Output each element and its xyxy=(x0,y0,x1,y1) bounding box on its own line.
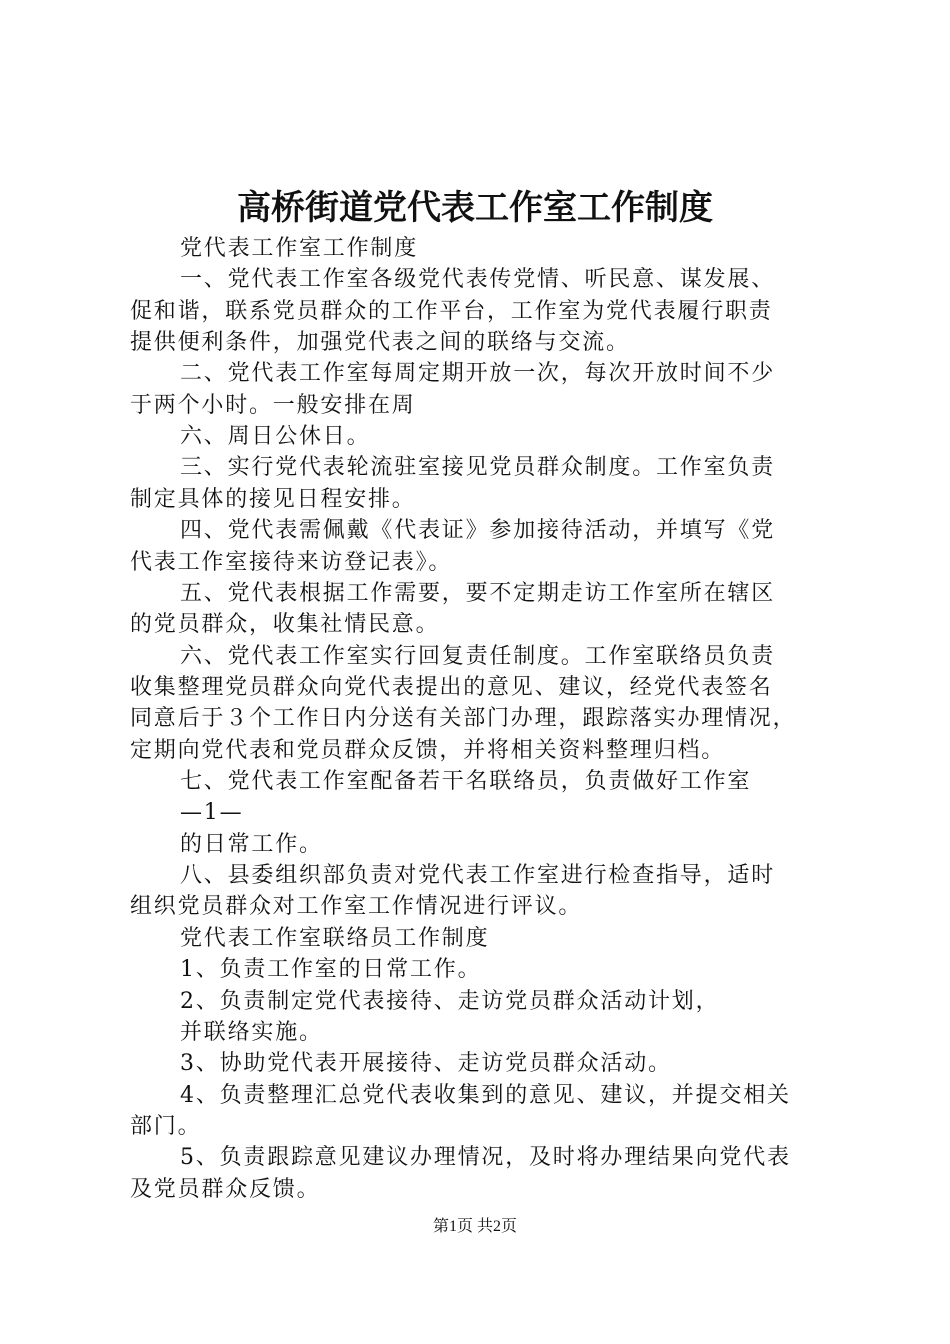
body-line: 提供便利条件，加强党代表之间的联络与交流。 xyxy=(130,330,630,356)
body-line: 1、负责工作室的日常工作。 xyxy=(180,957,482,983)
body-line: 制定具体的接见日程安排。 xyxy=(130,486,416,512)
body-line: 及党员群众反馈。 xyxy=(130,1176,321,1202)
body-line: 党代表工作室工作制度 xyxy=(180,236,419,261)
body-line: 七、党代表工作室配备若干名联络员，负责做好工作室 xyxy=(180,769,752,795)
body-line: 四、党代表需佩戴《代表证》参加接待活动，并填写《党 xyxy=(180,518,776,544)
body-line: 促和谐，联系党员群众的工作平台，工作室为党代表履行职责 xyxy=(130,298,773,324)
body-line: 5、负责跟踪意见建议办理情况，及时将办理结果向党代表 xyxy=(180,1145,791,1171)
body-line: 二、党代表工作室每周定期开放一次，每次开放时间不少 xyxy=(180,361,776,387)
body-line: 2、负责制定党代表接待、走访党员群众活动计划， xyxy=(180,988,720,1014)
body-line: 三、实行党代表轮流驻室接见党员群众制度。工作室负责 xyxy=(180,455,776,481)
body-line: 一、党代表工作室各级党代表传党情、听民意、谋发展、 xyxy=(180,267,776,293)
section-heading: 党代表工作室联络员工作制度 xyxy=(180,925,490,951)
inline-page-marker: —1— xyxy=(180,800,244,826)
body-line: 于两个小时。一般安排在周 xyxy=(130,392,416,418)
body-line: 4、负责整理汇总党代表收集到的意见、建议，并提交相关 xyxy=(180,1082,791,1108)
body-line: 部门。 xyxy=(130,1113,202,1139)
body-line: 六、周日公休日。 xyxy=(180,424,371,450)
body-line: 收集整理党员群众向党代表提出的意见、建议，经党代表签名 xyxy=(130,674,773,700)
body-line: 代表工作室接待来访登记表》。 xyxy=(130,549,453,575)
body-line: 3、协助党代表开展接待、走访党员群众活动。 xyxy=(180,1051,672,1077)
body-line: 并联络实施。 xyxy=(180,1019,323,1045)
body-line: 八、县委组织部负责对党代表工作室进行检查指导，适时 xyxy=(180,863,776,889)
body-line: 的日常工作。 xyxy=(180,831,323,857)
body-line: 六、党代表工作室实行回复责任制度。工作室联络员负责 xyxy=(180,643,776,669)
page-footer: 第1页 共2页 xyxy=(432,1218,517,1235)
body-line: 定期向党代表和党员群众反馈，并将相关资料整理归档。 xyxy=(130,737,726,763)
body-line: 同意后于３个工作日内分送有关部门办理，跟踪落实办理情况， xyxy=(130,706,797,732)
body-line: 组织党员群众对工作室工作情况进行评议。 xyxy=(130,894,583,920)
body-line: 的党员群众，收集社情民意。 xyxy=(130,612,440,638)
document-title: 高桥街道党代表工作室工作制度 xyxy=(237,188,713,228)
body-line: 五、党代表根据工作需要，要不定期走访工作室所在辖区 xyxy=(180,580,776,606)
